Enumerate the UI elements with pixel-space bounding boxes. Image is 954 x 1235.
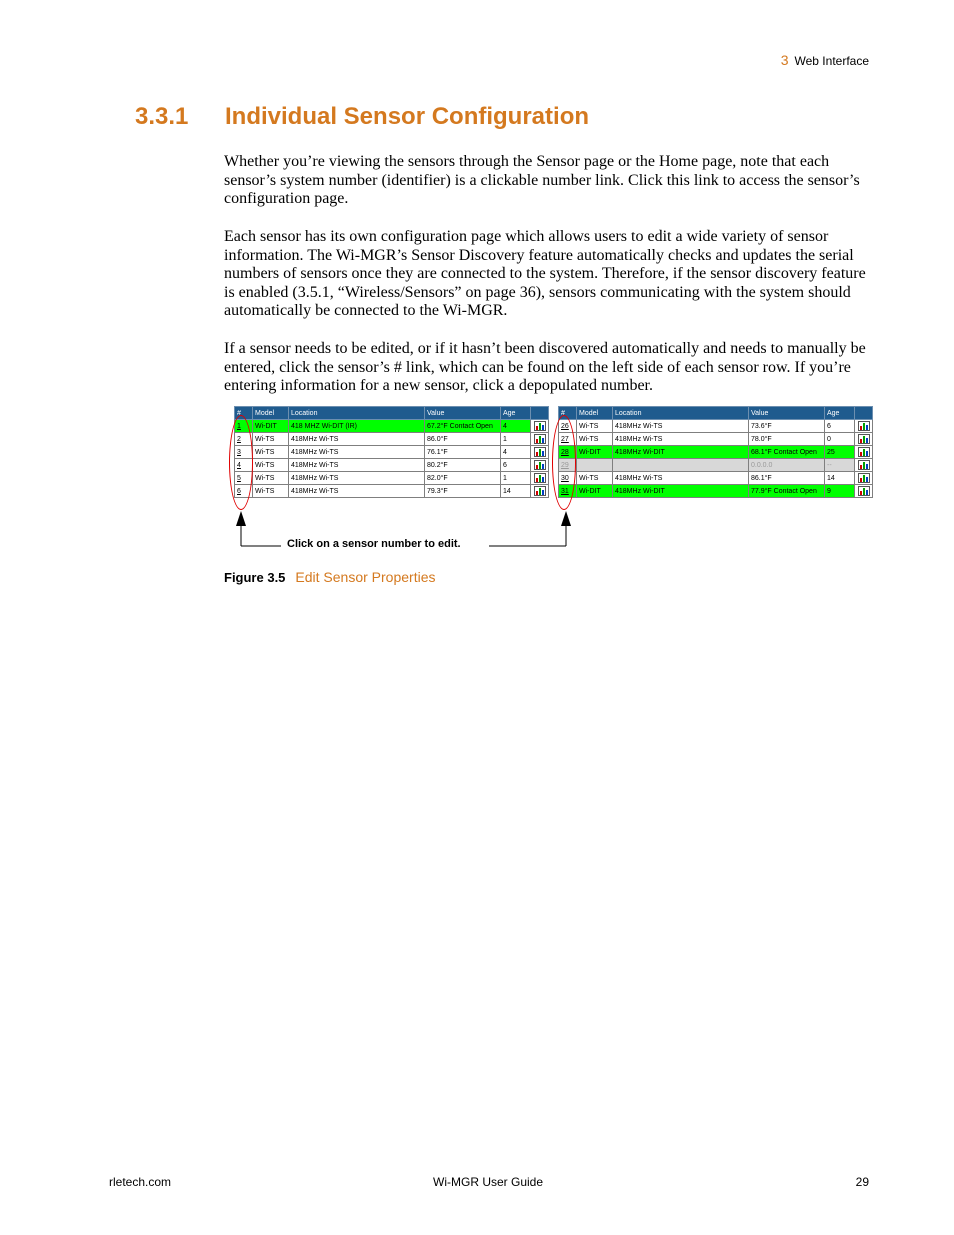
- arrow-head-right: [561, 511, 571, 526]
- chapter-title: Web Interface: [794, 54, 869, 68]
- sensor-location: 418 MHZ Wi-DIT (IR): [289, 420, 425, 433]
- sensor-model: Wi-TS: [253, 472, 289, 485]
- column-header-model: Model: [253, 407, 289, 420]
- paragraph-3: If a sensor needs to be edited, or if it hasn’t been discovered automatically and needs to manually be entered, click the sensor’s # link, which can be found on the left side of each sensor row. If you’re entering information for a new sensor, click a depopulated number.: [224, 340, 866, 395]
- sensor-value: 0.0.0.0: [749, 459, 825, 472]
- figure-label: Figure 3.5: [224, 570, 286, 585]
- sensor-model: Wi-TS: [577, 420, 613, 433]
- sensor-model: Wi-DIT: [577, 446, 613, 459]
- sensor-value: 79.3°F: [425, 485, 501, 498]
- chapter-number: 3: [780, 52, 789, 68]
- paragraph-2: Each sensor has its own configuration page which allows users to edit a wide variety of sensor information. The Wi-MGR’s Sensor Discovery feature automatically checks and updates the serial numbers of sensors once they are connected to the system. Therefore, if the sensor discovery feature is enabled (3.5.1, “Wireless/Sensors” on page 36), sensors communicating with the system should automatically be connected to the Wi-MGR.: [224, 228, 866, 320]
- column-header-value: Value: [425, 407, 501, 420]
- column-header-model: Model: [577, 407, 613, 420]
- sensor-number-link[interactable]: 4: [235, 459, 253, 472]
- sensor-value: 76.1°F: [425, 446, 501, 459]
- sensor-value: 78.0°F: [749, 433, 825, 446]
- sensor-number-link[interactable]: 28: [559, 446, 577, 459]
- section-title: Individual Sensor Configuration: [225, 103, 590, 130]
- column-header-age: Age: [501, 407, 531, 420]
- sensor-location: 418MHz Wi-TS: [289, 446, 425, 459]
- sensor-age: 14: [825, 472, 855, 485]
- sensor-number-link[interactable]: 1: [235, 420, 253, 433]
- sensor-value: 67.2°F Contact Open: [425, 420, 501, 433]
- sensor-value: 68.1°F Contact Open: [749, 446, 825, 459]
- sensor-location: 418MHz Wi-TS: [289, 472, 425, 485]
- sensor-model: Wi-DIT: [253, 420, 289, 433]
- sensor-number-link[interactable]: 30: [559, 472, 577, 485]
- sensor-value: 86.1°F: [749, 472, 825, 485]
- footer-website: rletech.com: [109, 1175, 172, 1189]
- sensor-age: 4: [501, 420, 531, 433]
- sensor-location: 418MHz Wi-DIT: [613, 446, 749, 459]
- sensor-age: 1: [501, 433, 531, 446]
- sensor-location: 418MHz Wi-TS: [613, 420, 749, 433]
- sensor-location: 418MHz Wi-TS: [289, 459, 425, 472]
- column-header-number: #: [235, 407, 253, 420]
- sensor-number-link[interactable]: 5: [235, 472, 253, 485]
- sensor-value: 77.9°F Contact Open: [749, 485, 825, 498]
- sensor-age: 6: [501, 459, 531, 472]
- section-number: 3.3.1: [135, 103, 189, 130]
- sensor-value: 82.0°F: [425, 472, 501, 485]
- column-header-age: Age: [825, 407, 855, 420]
- sensor-age: 25: [825, 446, 855, 459]
- sensor-location: 418MHz Wi-TS: [289, 485, 425, 498]
- column-header-value: Value: [749, 407, 825, 420]
- sensor-model: Wi-TS: [253, 485, 289, 498]
- sensor-age: 9: [825, 485, 855, 498]
- sensor-model: Wi-DIT: [577, 485, 613, 498]
- sensor-number-link[interactable]: 6: [235, 485, 253, 498]
- sensor-age: --: [825, 459, 855, 472]
- sensor-value: 86.0°F: [425, 433, 501, 446]
- sensor-model: Wi-TS: [253, 446, 289, 459]
- sensor-location: 418MHz Wi-TS: [613, 472, 749, 485]
- figure-annotation: Click on a sensor number to edit.: [287, 538, 461, 550]
- figure-caption: [224, 569, 436, 585]
- sensor-location: 418MHz Wi-TS: [289, 433, 425, 446]
- sensor-age: 4: [501, 446, 531, 459]
- column-header-location: Location: [289, 407, 425, 420]
- sensor-model: Wi-TS: [253, 459, 289, 472]
- sensor-model: Wi-TS: [253, 433, 289, 446]
- footer-title: Wi-MGR User Guide: [433, 1175, 544, 1189]
- sensor-age: 14: [501, 485, 531, 498]
- sensor-number-link[interactable]: 3: [235, 446, 253, 459]
- sensor-age: 1: [501, 472, 531, 485]
- figure-title: Edit Sensor Properties: [295, 569, 436, 585]
- sensor-location: 418MHz Wi-TS: [613, 433, 749, 446]
- sensor-number-link[interactable]: 2: [235, 433, 253, 446]
- sensor-model: Wi-TS: [577, 433, 613, 446]
- column-header-location: Location: [613, 407, 749, 420]
- sensor-location: 418MHz Wi-DIT: [613, 485, 749, 498]
- sensor-value: 80.2°F: [425, 459, 501, 472]
- sensor-age: 6: [825, 420, 855, 433]
- sensor-number-link[interactable]: 31: [559, 485, 577, 498]
- sensor-model: Wi-TS: [577, 472, 613, 485]
- sensor-age: 0: [825, 433, 855, 446]
- footer-page-number: 29: [855, 1175, 869, 1189]
- sensor-number-link[interactable]: 29: [559, 459, 577, 472]
- paragraph-1: Whether you’re viewing the sensors through the Sensor page or the Home page, note that each sensor’s system number (identifier) is a clickable number link. Click this link to access the sensor’s configuration page.: [224, 153, 860, 208]
- arrow-head-left: [236, 511, 246, 526]
- column-header-number: #: [559, 407, 577, 420]
- sensor-value: 73.6°F: [749, 420, 825, 433]
- sensor-number-link[interactable]: 26: [559, 420, 577, 433]
- sensor-number-link[interactable]: 27: [559, 433, 577, 446]
